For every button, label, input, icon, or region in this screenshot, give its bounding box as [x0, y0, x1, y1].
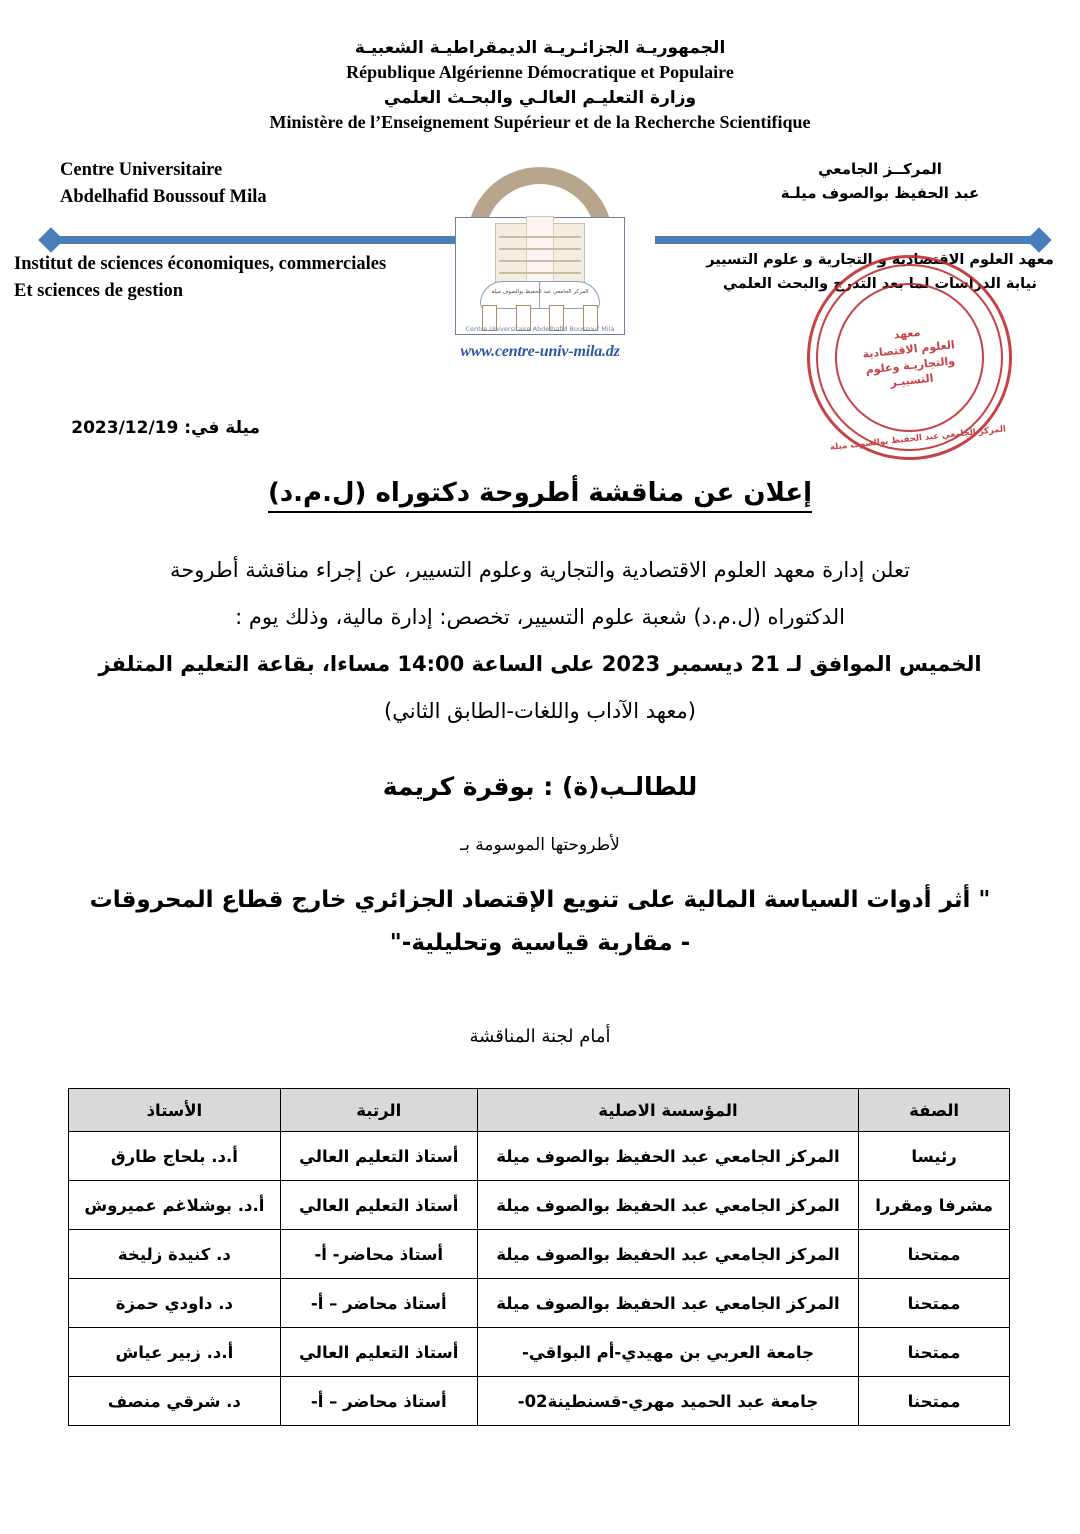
- national-header-line-fr-1: République Algérienne Démocratique et Populaire: [346, 62, 734, 83]
- tower-floor-3: [499, 260, 581, 262]
- before-jury-label: أمام لجنة المناقشة: [469, 1026, 611, 1048]
- national-header-line-ar-2: وزارة التعليـم العالـي والبحـث العلمي: [383, 87, 697, 108]
- cell-role: ممتحنا: [859, 1230, 1010, 1279]
- cell-rank: أستاذ محاضر – أ-: [280, 1377, 477, 1426]
- thesis-title-line-1: " أثر أدوات السياسة المالية على تنويع الإقتصاد الجزائري خارج قطاع المحروقات: [89, 886, 991, 913]
- student-name-line: للطالـب(ة) : بوقرة كريمة: [382, 771, 698, 801]
- tower-center-block: [526, 216, 554, 288]
- stamp-line-4: التسييـر: [889, 372, 935, 390]
- table-row: [69, 1328, 1010, 1377]
- table-row: [69, 1377, 1010, 1426]
- university-logo: [440, 157, 640, 361]
- column-header-rank: الرتبة: [280, 1089, 477, 1132]
- university-logo-artwork: [445, 165, 635, 337]
- page-title: [60, 478, 1020, 508]
- cell-rank: أستاذ التعليم العالي: [280, 1132, 477, 1181]
- stamp-outer-label: المركز الجامعي عبد الحفيظ بوالصوف ميلة: [829, 424, 1007, 454]
- cell-role: ممتحنا: [859, 1279, 1010, 1328]
- tower-floor-4: [499, 272, 581, 274]
- cell-institution: المركز الجامعي عبد الحفيظ بوالصوف ميلة: [477, 1279, 858, 1328]
- institute-name-fr-line2: Et sciences de gestion: [14, 280, 184, 301]
- university-name-ar-line1: المركــز الجامعي: [818, 160, 942, 179]
- stamp-line-2: العلوم الاقتصادية: [861, 338, 956, 361]
- thesis-title: [60, 879, 1020, 966]
- university-website-link[interactable]: www.centre-univ-mila.dz: [460, 343, 620, 361]
- cell-professor: د. كنيدة زليخة: [69, 1230, 281, 1279]
- university-name-ar: [680, 157, 1080, 205]
- university-name-ar-line2: عبد الحفيظ بوالصوف ميلـة: [780, 184, 980, 203]
- cell-institution: جامعة العربي بن مهيدي-أم البواقي-: [477, 1328, 858, 1377]
- cell-rank: أستاذ التعليم العالي: [280, 1181, 477, 1230]
- cell-role: مشرفا ومقررا: [859, 1181, 1010, 1230]
- cell-institution: المركز الجامعي عبد الحفيظ بوالصوف ميلة: [477, 1230, 858, 1279]
- thesis-intro-line: لأطروحتها الموسومة بـ: [460, 834, 620, 855]
- national-header-line-ar-1: الجمهوريـة الجزائـريـة الديمقراطيـة الشعبيـة: [354, 38, 726, 58]
- cell-institution: المركز الجامعي عبد الحفيظ بوالصوف ميلة: [477, 1181, 858, 1230]
- cell-institution: المركز الجامعي عبد الحفيظ بوالصوف ميلة: [477, 1132, 858, 1181]
- table-row: [69, 1279, 1010, 1328]
- stamp-inner-text: [836, 285, 982, 431]
- institute-name-ar-line2: نيابة الدراسات لما بعد التدرج والبحث العلمي: [723, 275, 1037, 292]
- column-header-professor: الأستاذ: [69, 1089, 281, 1132]
- cell-professor: د. شرقي منصف: [69, 1377, 281, 1426]
- institute-name-fr-line1: Institut de sciences économiques, commerciales: [14, 253, 387, 274]
- table-row: [69, 1230, 1010, 1279]
- cell-professor: أ.د. بلحاج طارق: [69, 1132, 281, 1181]
- cell-rank: أستاذ محاضر – أ-: [280, 1279, 477, 1328]
- announcement-paragraph-1: تعلن إدارة معهد العلوم الاقتصادية والتجارية وعلوم التسيير، عن إجراء مناقشة أطروحة: [170, 558, 910, 582]
- tower-floor-2: [499, 248, 581, 250]
- jury-table-body: [69, 1132, 1010, 1426]
- institute-name-fr: [0, 251, 470, 305]
- cell-professor: د. داودي حمزة: [69, 1279, 281, 1328]
- cell-role: رئيسا: [859, 1132, 1010, 1181]
- announcement-paragraph-2: الدكتوراه (ل.م.د) شعبة علوم التسيير، تخصص: إدارة مالية، وذلك يوم :: [235, 604, 845, 629]
- table-header-row: [69, 1089, 1010, 1132]
- logo-book-label-ar: المركز الجامعي عبد الحفيظ بوالصوف ميلة: [491, 289, 589, 296]
- page-title-text: إعلان عن مناقشة أطروحة دكتوراه (ل.م.د): [268, 478, 812, 513]
- building-tower-icon: [495, 223, 585, 287]
- stamp-line-3: والتجاريـة وعلوم: [864, 354, 956, 377]
- cell-rank: أستاذ محاضر- أ-: [280, 1230, 477, 1279]
- university-name-fr-line2: Abdelhafid Boussouf Mila: [60, 187, 267, 208]
- institution-band-right: [680, 157, 1080, 295]
- national-header: [0, 0, 1080, 135]
- cell-role: ممتحنا: [859, 1377, 1010, 1426]
- announcement-venue-line: (معهد الآداب واللغات-الطابق الثاني): [384, 698, 696, 723]
- table-row: [69, 1132, 1010, 1181]
- thesis-title-line-2: - مقاربة قياسية وتحليلية-": [389, 930, 691, 957]
- stamp-line-1: معهد: [893, 325, 921, 342]
- jury-table: [68, 1088, 1010, 1426]
- institute-name-ar: [680, 249, 1080, 295]
- table-row: [69, 1181, 1010, 1230]
- logo-caption-fr: Centre Universitaire Abdelhafid Boussouf Mila: [465, 325, 615, 334]
- date-line: ميلة في: 2023/12/19: [71, 418, 260, 438]
- stamp-ring-inner: [828, 276, 992, 440]
- tower-floor-1: [499, 236, 581, 238]
- cell-role: ممتحنا: [859, 1328, 1010, 1377]
- institution-band-left: [0, 157, 470, 304]
- column-header-role: الصفة: [859, 1089, 1010, 1132]
- cell-institution: جامعة عبد الحميد مهري-قسنطينة02-: [477, 1377, 858, 1426]
- national-header-line-fr-2: Ministère de l’Enseignement Supérieur et de la Recherche Scientifique: [269, 111, 811, 132]
- column-header-institution: المؤسسة الاصلية: [477, 1089, 858, 1132]
- jury-table-head: [69, 1089, 1010, 1132]
- cell-rank: أستاذ التعليم العالي: [280, 1328, 477, 1377]
- document-body: [60, 478, 1020, 1047]
- announcement-datetime-line: الخميس الموافق لـ 21 ديسمبر 2023 على الساعة 14:00 مساءا، بقاعة التعليم المتلفز: [98, 651, 982, 676]
- institute-name-ar-line1: معهد العلوم الاقتصادية و التجارية و علوم التسيير: [706, 252, 1054, 269]
- university-name-fr: [0, 157, 470, 211]
- cell-professor: أ.د. بوشلاغم عميروش: [69, 1181, 281, 1230]
- cell-professor: أ.د. زبير عياش: [69, 1328, 281, 1377]
- university-name-fr-line1: Centre Universitaire: [60, 160, 223, 181]
